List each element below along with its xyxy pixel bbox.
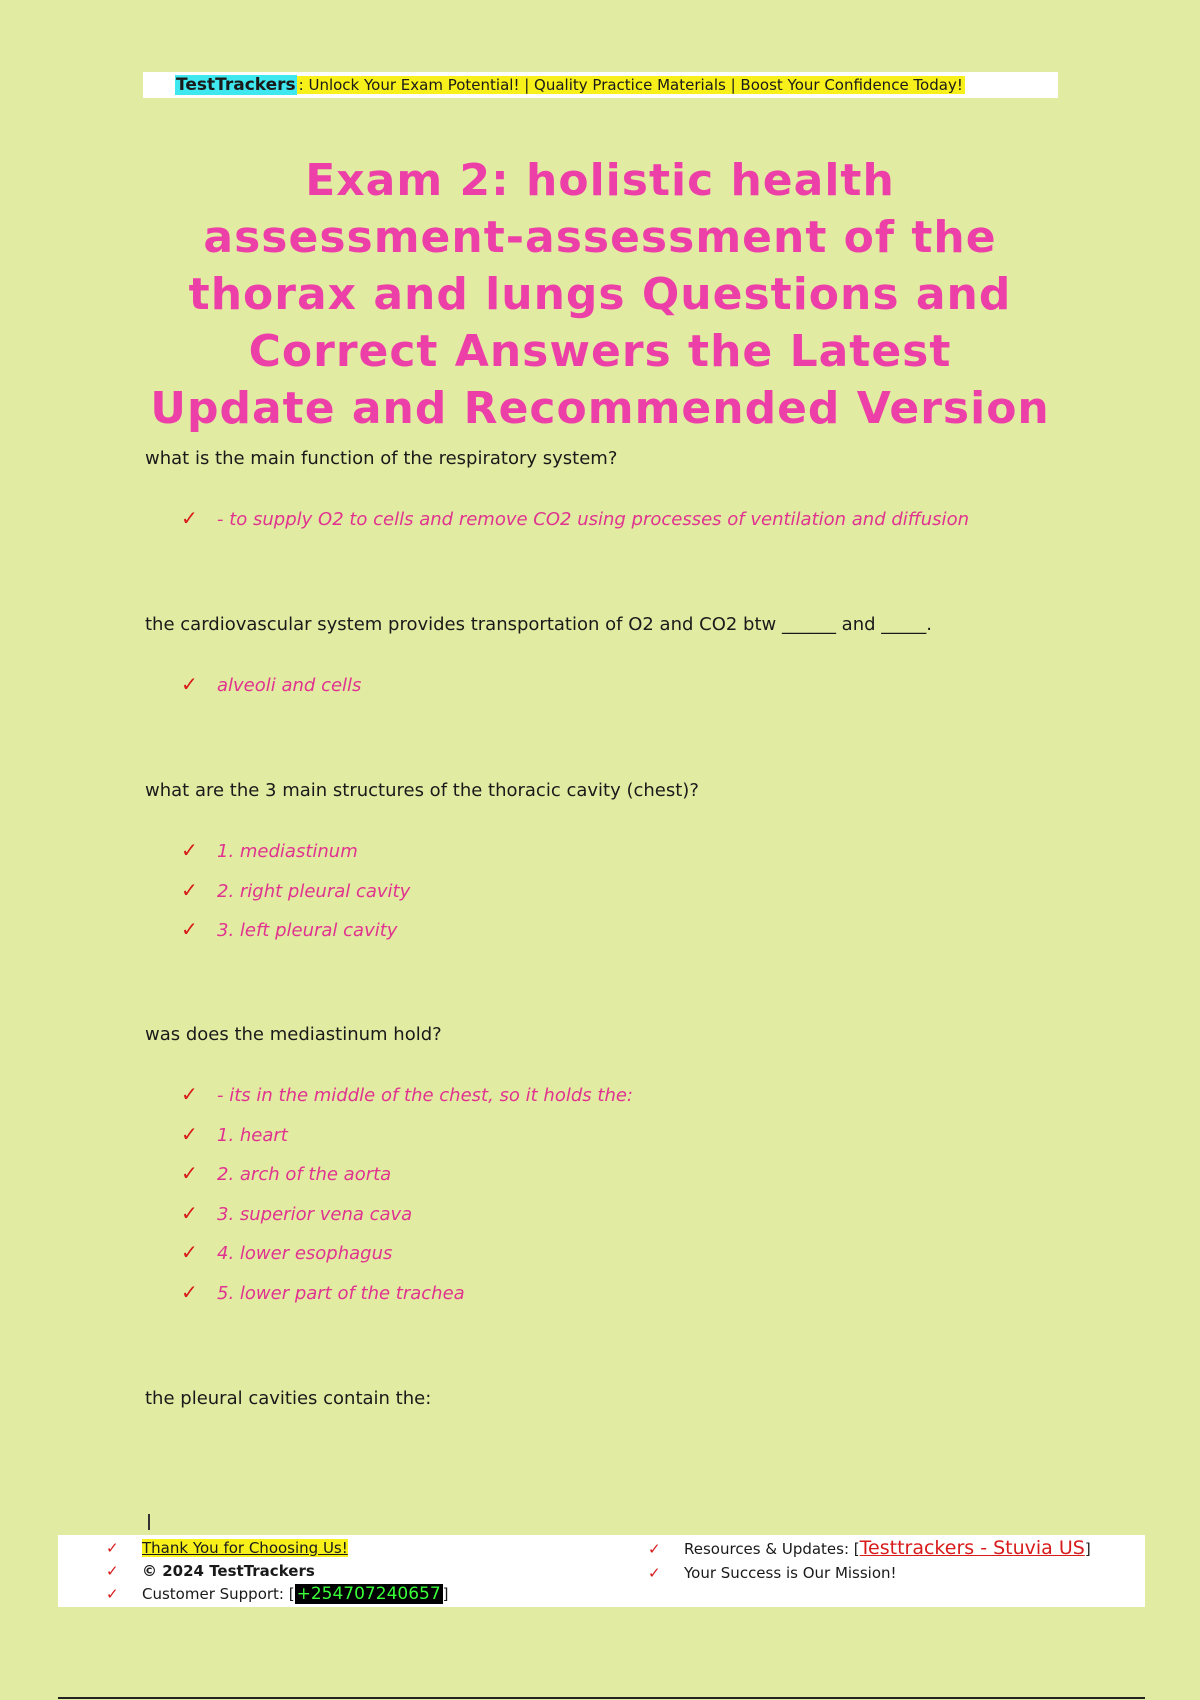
page-bottom-rule (58, 1697, 1145, 1699)
question: was does the mediastinum hold? (145, 1024, 442, 1045)
resources-link[interactable]: Testtrackers - Stuvia US (859, 1537, 1085, 1559)
thanks-text: Thank You for Choosing Us! (142, 1539, 348, 1557)
qa-block (145, 448, 1045, 545)
checkmark-icon: ✓ (181, 1161, 198, 1185)
checkmark-icon: ✓ (181, 672, 198, 696)
checkmark-icon: ✓ (181, 838, 198, 862)
question: the cardiovascular system provides transportation of O2 and CO2 btw ______ and _____. (145, 614, 932, 635)
brand-name: TestTrackers (176, 75, 296, 95)
answer-item: ✓ 1. mediastinum (181, 838, 358, 862)
footer-mission-line (648, 1562, 897, 1584)
answer-item: ✓ 3. left pleural cavity (181, 917, 398, 941)
answer-item: ✓ 3. superior vena cava (181, 1200, 413, 1225)
answer-item: ✓ alveoli and cells (181, 672, 362, 696)
answer-item: ✓ 5. lower part of the trachea (181, 1279, 465, 1304)
checkmark-icon: ✓ (106, 1539, 119, 1557)
checkmark-icon: ✓ (106, 1585, 119, 1603)
checkmark-icon: ✓ (181, 1082, 198, 1106)
checkmark-icon: ✓ (181, 1121, 198, 1146)
checkmark-icon: ✓ (648, 1540, 661, 1558)
checkmark-icon: ✓ (181, 1240, 198, 1264)
checkmark-icon: ✓ (106, 1562, 119, 1580)
checkmark-icon: ✓ (648, 1564, 661, 1582)
qa-block (145, 780, 1045, 956)
answer-item: ✓ 4. lower esophagus (181, 1240, 393, 1264)
checkmark-icon: ✓ (181, 877, 198, 902)
question: what is the main function of the respiratory system? (145, 448, 618, 469)
document-title: Exam 2: holistic health assessment-assessment of the thorax and lungs Questions and Correct Answers the Latest Update and Recommended Version (150, 155, 1050, 434)
text-cursor (148, 1514, 150, 1530)
banner-tagline: : Unlock Your Exam Potential! | Quality Practice Materials | Boost Your Confidence Today! (298, 76, 963, 94)
qa-block (145, 614, 1045, 711)
mission-text: Your Success is Our Mission! (684, 1564, 897, 1582)
checkmark-icon: ✓ (181, 1200, 198, 1225)
qa-block (145, 1388, 1045, 1409)
checkmark-icon: ✓ (181, 506, 198, 530)
copyright-text: © 2024 TestTrackers (142, 1562, 315, 1580)
answer-item: ✓ 2. right pleural cavity (181, 877, 411, 902)
footer-support-line: ✓ Customer Support: [ +254707240657 ] (106, 1584, 449, 1604)
qa-block (145, 1024, 1045, 1318)
answer-item: ✓ - to supply O2 to cells and remove CO2 using processes of ventilation and diffusion (181, 506, 969, 530)
answer-item: ✓ 2. arch of the aorta (181, 1161, 392, 1185)
answer-item: ✓ - its in the middle of the chest, so it holds the: (181, 1082, 633, 1106)
footer (58, 1535, 1145, 1607)
answer-item: ✓ 1. heart (181, 1121, 288, 1146)
question: what are the 3 main structures of the thoracic cavity (chest)? (145, 780, 699, 801)
footer-copyright-line (106, 1560, 315, 1582)
footer-thanks-line (106, 1537, 348, 1559)
checkmark-icon: ✓ (181, 1279, 198, 1304)
question: the pleural cavities contain the: (145, 1388, 432, 1409)
footer-resources-line: ✓ Resources & Updates: [Testtrackers - Stuvia US] (648, 1537, 1091, 1559)
support-phone[interactable]: +254707240657 (296, 1584, 441, 1604)
checkmark-icon: ✓ (181, 917, 198, 941)
header-banner (143, 72, 1058, 98)
